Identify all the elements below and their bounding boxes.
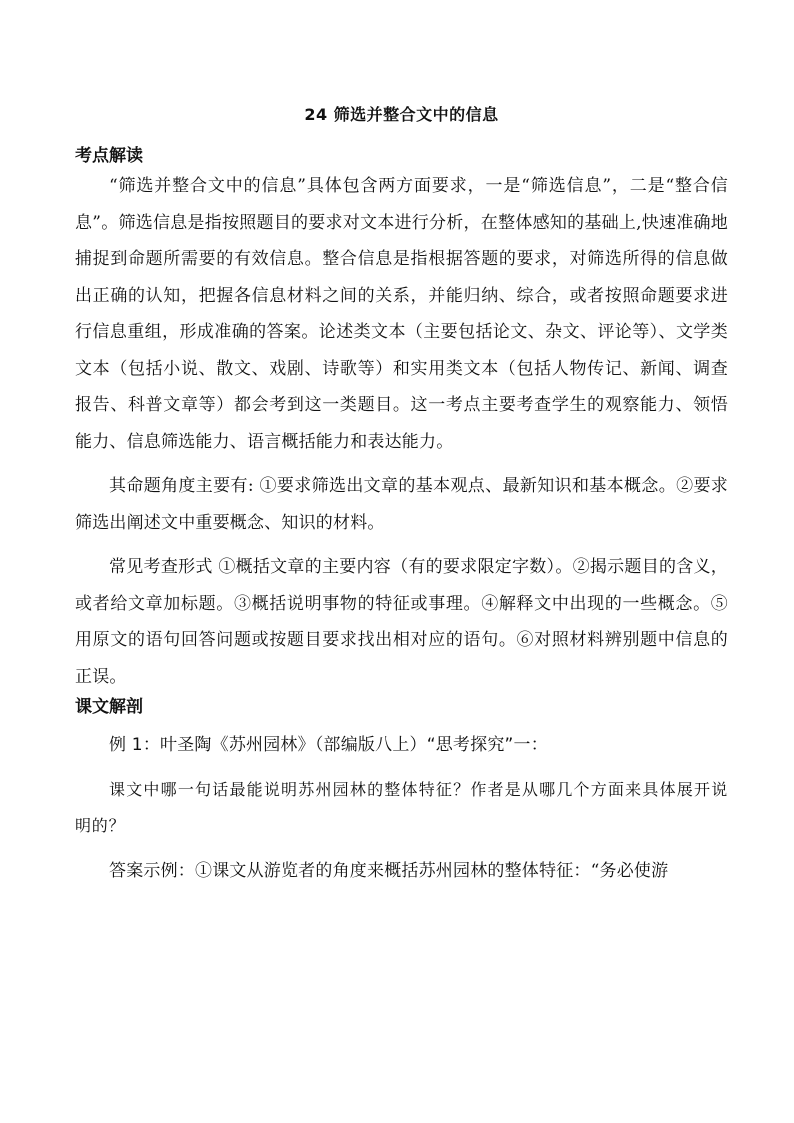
- paragraph-exam-points-intro: “筛选并整合文中的信息”具体包含两方面要求，一是“筛选信息”，二是“整合信息”。筛选信息是指按照题目的要求对文本进行分析，在整体感知的基础上,快速准确地捕捉到命题所需要的有效信息。整合信息是指根据答题的要求，对筛选所得的信息做出正确的认知，把握各信息材料之间的关系，并能归纳、综合，或者按照命题要求进行信息重组，形成准确的答案。论述类文本（主要包括论文、杂文、评论等）、文学类文本（包括小说、散文、戏剧、诗歌等）和实用类文本（包括人物传记、新闻、调查报告、科普文章等）都会考到这一类题目。这一考点主要考查学生的观察能力、领悟能力、信息筛选能力、语言概括能力和表达能力。: [75, 176, 728, 452]
- example-answer: 答案示例：①课文从游览者的角度来概括苏州园林的整体特征：“务必使游: [109, 860, 669, 881]
- paragraph-question-angles: 其命题角度主要有: ①要求筛选出文章的基本观点、最新知识和基本概念。②要求筛选出阐述文中重要概念、知识的材料。: [75, 476, 728, 533]
- document-title: 24 筛选并整合文中的信息: [304, 105, 499, 124]
- paragraph-gap: [75, 845, 728, 853]
- paragraph-gap: [75, 719, 728, 727]
- paragraph-gap: [75, 764, 728, 772]
- paragraph-gap: [75, 460, 728, 468]
- example-label: 例 1：叶圣陶《苏州园林》（部编版八上）“思考探究”一：: [109, 735, 548, 755]
- paragraph-common-forms: 常见考查形式 ①概括文章的主要内容（有的要求限定字数）。②揭示题目的含义，或者给文章加标题。③概括说明事物的特征或事理。④解释文中出现的一些概念。⑤用原文的语句回答问题或按题目要求找出相对应的语句。⑥对照材料辨别题中信息的正误。: [75, 557, 728, 687]
- example-question: 课文中哪一句话最能说明苏州园林的整体特征？作者是从哪几个方面来具体展开说明的？: [75, 779, 728, 835]
- section-heading-text-analysis: 课文解剖: [75, 697, 143, 717]
- paragraph-gap: [75, 541, 728, 549]
- section-heading-exam-points: 考点解读: [75, 146, 143, 166]
